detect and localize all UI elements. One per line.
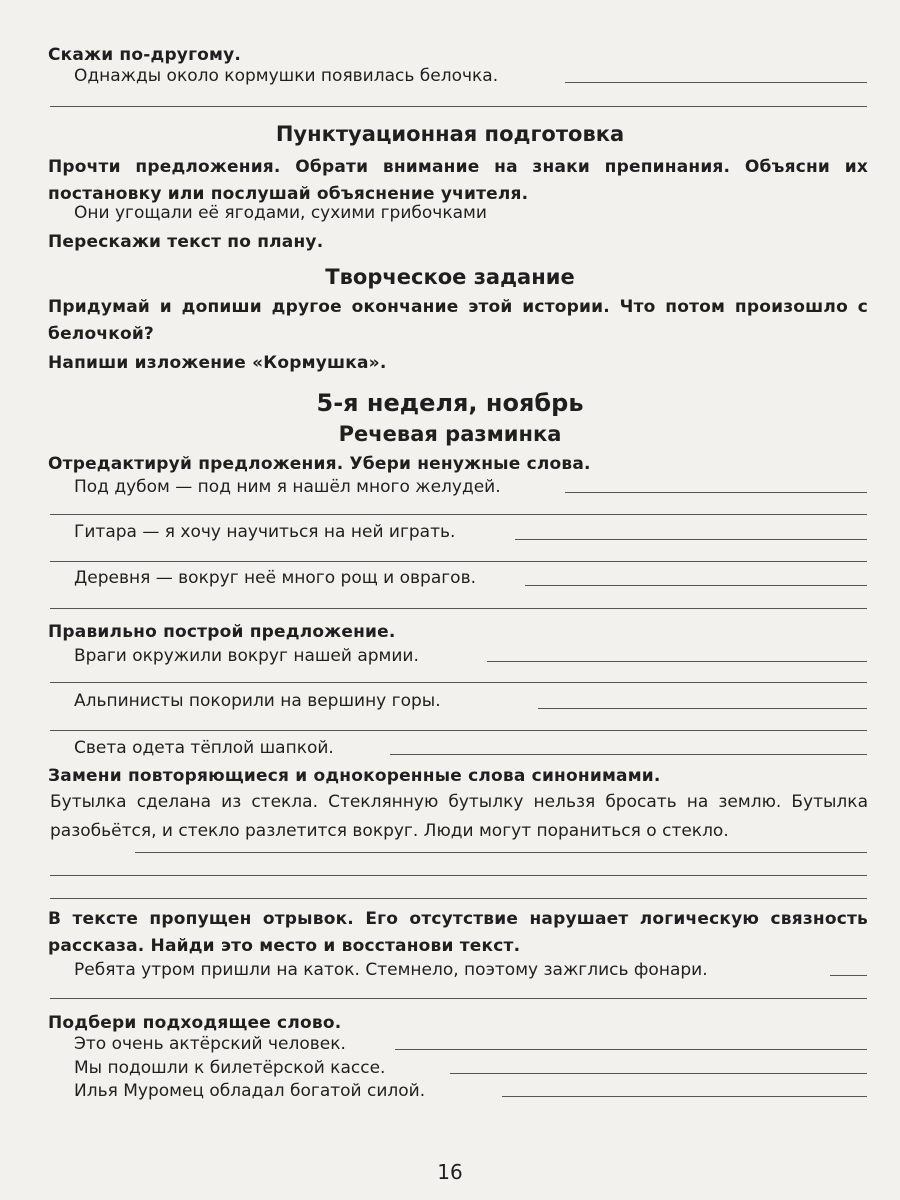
warmup-heading: Речевая разминка (338, 422, 562, 446)
build-sentence-3: Света одета тёплой шапкой. (74, 738, 334, 758)
creative-heading: Творческое задание (325, 265, 575, 289)
answer-line (50, 898, 867, 899)
answer-line (50, 998, 867, 999)
punctuation-instruction: Прочти предложения. Обрати внимание на знаки препинания. Объясни их постановку или послушай объяснение учителя. (48, 157, 868, 204)
answer-line (450, 1073, 867, 1074)
answer-line (565, 492, 867, 493)
creative-instruction: Придумай и допиши другое окончание этой истории. Что потом произошло с белочкой? (48, 297, 868, 344)
answer-line (50, 514, 867, 515)
synonym-text: Бутылка сделана из стекла. Стеклянную бутылку нельзя бросать на землю. Бутылка разобьётся, и стекло разлетится вокруг. Люди могут пораниться о стекло. (50, 792, 868, 841)
missing-fragment-text: Ребята утром пришли на каток. Стемнело, поэтому зажглись фонари. (74, 960, 708, 980)
answer-line (50, 730, 867, 731)
say-differently-sentence: Однажды около кормушки появилась белочка. (74, 66, 499, 86)
build-sentence-2: Альпинисты покорили на вершину горы. (74, 691, 441, 711)
answer-line (502, 1096, 867, 1097)
word-choice-instruction: Подбери подходящее слово. (48, 1013, 342, 1033)
say-differently-instruction: Скажи по-другому. (48, 45, 242, 65)
essay-instruction: Напиши изложение «Кормушка». (48, 353, 387, 373)
answer-line (390, 754, 867, 755)
missing-fragment-instruction: В тексте пропущен отрывок. Его отсутствие нарушает логическую связность рассказа. Найди это место и восстанови текст. (48, 909, 868, 956)
retell-instruction: Перескажи текст по плану. (48, 232, 324, 252)
page-number: 16 (437, 1160, 463, 1184)
punctuation-heading: Пунктуационная подготовка (275, 122, 625, 146)
answer-line (395, 1049, 867, 1050)
answer-line (50, 608, 867, 609)
answer-line (50, 106, 867, 107)
answer-line (50, 682, 867, 683)
answer-line (515, 539, 867, 540)
answer-line (50, 561, 867, 562)
build-sentence-1: Враги окружили вокруг нашей армии. (74, 646, 419, 666)
edit-sentence-3: Деревня — вокруг неё много рощ и оврагов. (74, 568, 476, 588)
word-choice-sentence-3: Илья Муромец обладал богатой силой. (74, 1081, 426, 1101)
punctuation-sentence: Они угощали её ягодами, сухими грибочками (74, 203, 487, 223)
synonym-instruction: Замени повторяющиеся и однокоренные слова синонимами. (48, 766, 661, 786)
answer-line (830, 975, 867, 976)
answer-line (487, 661, 867, 662)
answer-line (538, 708, 867, 709)
answer-line (135, 852, 867, 853)
edit-instruction: Отредактируй предложения. Убери ненужные слова. (48, 454, 591, 474)
answer-line (525, 585, 867, 586)
build-instruction: Правильно построй предложение. (48, 622, 396, 642)
answer-line (565, 82, 867, 83)
word-choice-sentence-1: Это очень актёрский человек. (74, 1034, 346, 1054)
week-heading: 5-я неделя, ноябрь (316, 389, 584, 417)
edit-sentence-1: Под дубом — под ним я нашёл много желудей. (74, 477, 501, 497)
edit-sentence-2: Гитара — я хочу научиться на ней играть. (74, 522, 456, 542)
answer-line (50, 875, 867, 876)
word-choice-sentence-2: Мы подошли к билетёрской кассе. (74, 1058, 386, 1078)
